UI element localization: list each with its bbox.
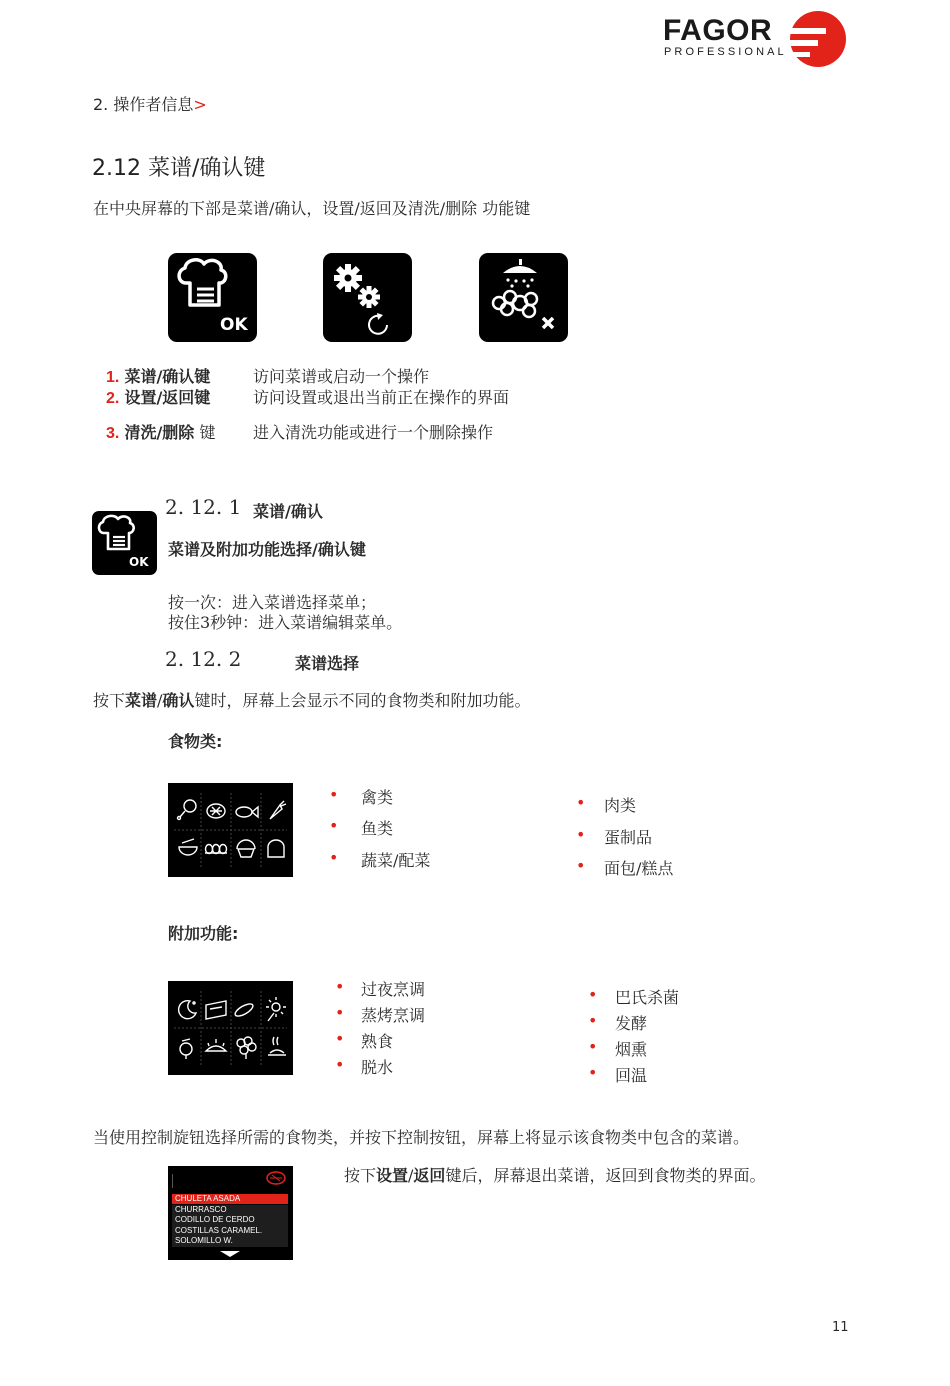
proof-icon [206, 1039, 226, 1051]
page-number: 11 [832, 1320, 849, 1335]
paragraph-bold: 菜谱 [125, 691, 158, 710]
key-item-desc: 访问设置或退出当前正在操作的界面 [253, 388, 510, 407]
settings-return-key [323, 253, 412, 342]
key-item-name: 设置/返回键 [124, 388, 211, 407]
bullet: • [588, 1037, 598, 1056]
extra-item: 发酵 [615, 1014, 648, 1033]
steak-icon [207, 804, 225, 818]
steak-icon [264, 1170, 288, 1186]
food-category-screen [168, 783, 293, 877]
bullet: • [576, 793, 586, 812]
tray-icon [206, 1001, 226, 1019]
key-item-desc: 访问菜谱或启动一个操作 [253, 367, 430, 386]
section-intro: 在中央屏幕的下部是菜谱/确认，设置/返回及清洗/删除 功能键 [93, 199, 531, 218]
key-item-number: 3. [106, 425, 120, 442]
chef-hat-ok-icon [168, 253, 257, 342]
bullet: • [576, 856, 586, 875]
closing-paragraph: 当使用控制旋钮选择所需的食物类，并按下控制按钮，屏幕上将显示该食物类中包含的菜谱。 [93, 1128, 750, 1147]
breadcrumb-text: 2. 操作者信息 [93, 95, 194, 114]
subsection-2-title: 菜谱选择 [295, 654, 360, 673]
svg-text:OK: OK [220, 315, 248, 335]
bowl-icon [179, 839, 197, 855]
extra-heading: 附加功能: [168, 924, 239, 943]
bullet: • [335, 1003, 345, 1022]
subsection-1-line-1: 按一次：进入菜谱选择菜单； [168, 593, 377, 612]
subsection-1-title: 菜谱/确认 [253, 502, 323, 521]
recipe-item[interactable]: CODILLO DE CERDO [175, 1215, 255, 1224]
scrollbar[interactable] [172, 1174, 173, 1188]
bullet: • [335, 977, 345, 996]
recipe-item-selected[interactable]: CHULETA ASADA [175, 1194, 241, 1203]
night-icon [179, 1001, 196, 1019]
food-item: 肉类 [604, 796, 637, 815]
breadcrumb [93, 92, 207, 115]
bullet: • [588, 1063, 598, 1082]
recipe-item[interactable]: COSTILLAS CARAMEL. [175, 1225, 263, 1235]
food-item: 蔬菜/配菜 [361, 851, 431, 870]
recipe-ok-key [168, 253, 257, 342]
food-item: 面包/糕点 [604, 859, 674, 878]
food-item: 蛋制品 [604, 828, 653, 847]
chicken-leg-icon [178, 800, 197, 820]
paragraph-bold: 设置 [376, 1166, 409, 1185]
paragraph-text: 按下 [93, 691, 126, 710]
svg-text:OK: OK [129, 555, 149, 569]
scroll-down-arrow-icon[interactable] [220, 1250, 240, 1258]
bullet: • [588, 985, 598, 1004]
bread-icon [268, 840, 284, 857]
clean-delete-key [479, 253, 568, 342]
paragraph-text: / [408, 1166, 414, 1185]
paragraph-text: 键后，屏幕退出菜谱，返回到食物类的界面。 [445, 1166, 766, 1185]
pasteurize-icon [180, 1039, 192, 1059]
recipe-item[interactable]: CHURRASCO [175, 1204, 227, 1214]
subsection-1-line-2: 按住3秒钟：进入菜谱编辑菜单。 [168, 613, 403, 632]
key-item-name: 清洗/删除 [124, 423, 195, 442]
recipe-ok-key-small [92, 511, 157, 575]
bullet: • [329, 785, 339, 804]
closing-paragraph-2 [344, 1163, 765, 1186]
paragraph-bold: 返回 [413, 1166, 446, 1185]
extra-item: 过夜烹调 [361, 980, 426, 999]
extra-function-screen [168, 981, 293, 1075]
chef-hat-ok-icon [92, 511, 157, 575]
extra-function-grid [168, 981, 293, 1075]
recipe-item[interactable]: SOLOMILLO W. [175, 1236, 233, 1245]
bullet: • [329, 816, 339, 835]
extra-item: 熟食 [361, 1032, 394, 1051]
recipe-list [175, 1194, 262, 1247]
key-item-number: 1. [106, 369, 120, 386]
key-item-1 [106, 364, 210, 387]
extra-item: 回温 [615, 1066, 648, 1085]
key-item-desc: 进入清洗功能或进行一个删除操作 [253, 423, 494, 442]
sausage-icon [233, 1002, 254, 1019]
bullet: • [329, 848, 339, 867]
subsection-1-number: 2. 12. 1 [165, 495, 242, 519]
food-heading: 食物类: [168, 732, 223, 751]
breadcrumb-arrow: > [193, 95, 207, 114]
muffin-icon [237, 840, 255, 857]
carrot-icon [270, 801, 286, 819]
sun-dry-icon [266, 997, 286, 1021]
paragraph-text: 键时，屏幕上会显示不同的食物类和附加功能。 [194, 691, 531, 710]
fagor-logo-icon [788, 10, 848, 68]
paragraph-bold: 确认 [162, 691, 195, 710]
section-title: 2.12 菜谱/确认键 [92, 156, 266, 181]
bullet: • [335, 1055, 345, 1074]
food-category-grid [168, 783, 293, 877]
subsection-2-number: 2. 12. 2 [165, 647, 242, 671]
bullet: • [576, 825, 586, 844]
extra-item: 蒸烤烹调 [361, 1006, 426, 1025]
brand-logo-subtext: PROFESSIONAL [664, 46, 787, 58]
shower-clean-delete-icon [479, 253, 568, 342]
key-item-name: 菜谱/确认键 [124, 367, 211, 386]
recipe-list-screen [168, 1166, 293, 1260]
eggs-icon [205, 845, 227, 854]
key-item-suffix: 键 [194, 423, 216, 442]
fish-icon [236, 807, 258, 817]
gears-return-icon [323, 253, 412, 342]
subsection-2-paragraph [93, 688, 530, 711]
extra-item: 巴氏杀菌 [615, 988, 680, 1007]
bullet: • [588, 1011, 598, 1030]
key-item-number: 2. [106, 390, 120, 407]
extra-item: 烟熏 [615, 1040, 648, 1059]
food-item: 鱼类 [361, 819, 394, 838]
bullet: • [335, 1029, 345, 1048]
smoke-icon [237, 1037, 256, 1059]
brand-logo-text: FAGOR [663, 14, 773, 47]
paragraph-text: 按下 [344, 1166, 377, 1185]
warm-plate-icon [268, 1037, 286, 1055]
subsection-1-subtitle: 菜谱及附加功能选择/确认键 [168, 540, 366, 559]
key-item-3 [106, 420, 215, 443]
key-item-2 [106, 385, 210, 408]
paragraph-text: / [157, 691, 163, 710]
extra-item: 脱水 [361, 1058, 394, 1077]
food-item: 禽类 [361, 788, 394, 807]
